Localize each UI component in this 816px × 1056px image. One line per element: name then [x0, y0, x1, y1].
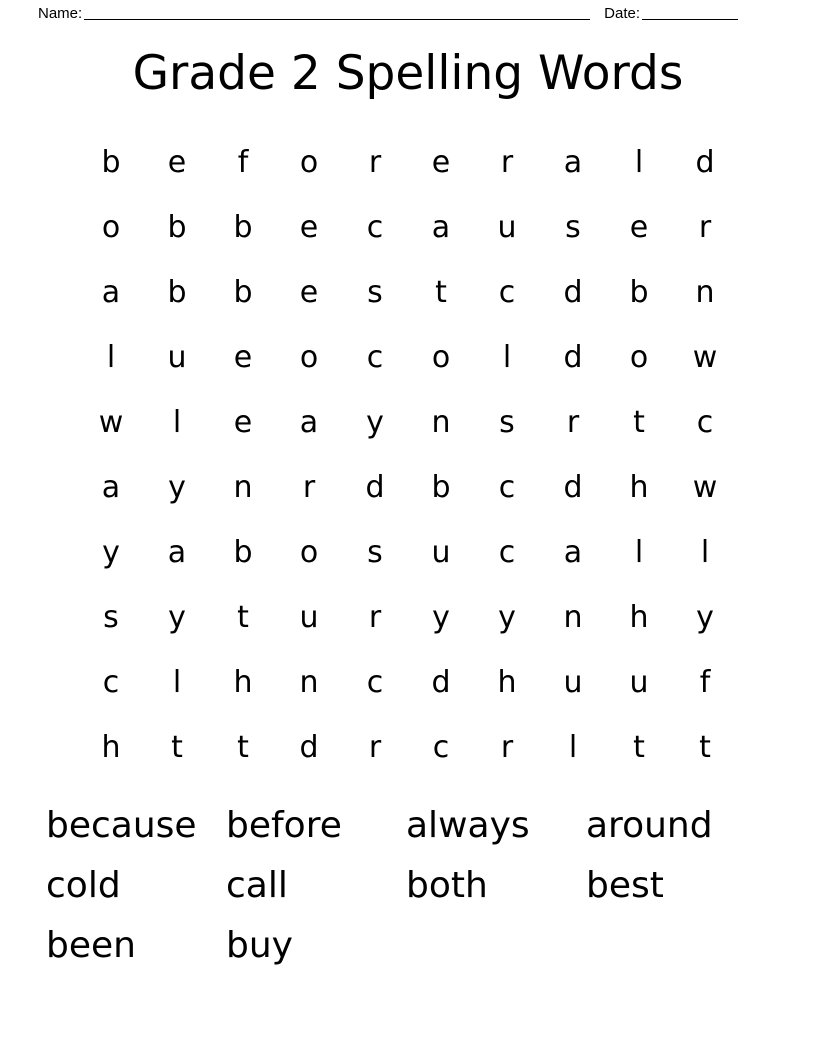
grid-cell[interactable]: c — [366, 339, 384, 375]
grid-cell[interactable]: b — [167, 274, 187, 310]
list-item[interactable]: because — [46, 805, 197, 846]
grid-cell[interactable]: e — [233, 339, 253, 375]
grid-cell[interactable]: b — [233, 534, 253, 570]
grid-cell[interactable]: o — [101, 209, 121, 245]
grid-cell[interactable]: l — [502, 339, 512, 375]
name-input-line[interactable] — [84, 6, 590, 20]
grid-cell[interactable]: u — [629, 664, 649, 700]
grid-cell[interactable]: h — [233, 664, 253, 700]
grid-cell[interactable]: o — [431, 339, 451, 375]
grid-cell[interactable]: n — [695, 274, 715, 310]
grid-cell[interactable]: b — [233, 209, 253, 245]
name-label: Name: — [38, 5, 83, 22]
grid-cell[interactable]: o — [299, 339, 319, 375]
grid-cell[interactable]: h — [101, 729, 121, 765]
grid-cell[interactable]: y — [168, 469, 186, 505]
grid-cell[interactable]: t — [237, 599, 249, 635]
grid-cell[interactable]: a — [431, 209, 451, 245]
grid-cell[interactable]: a — [101, 274, 121, 310]
grid-cell[interactable]: l — [634, 144, 644, 180]
list-item[interactable]: buy — [226, 925, 293, 966]
grid-cell[interactable]: r — [368, 729, 382, 765]
grid-cell[interactable]: b — [101, 144, 121, 180]
list-item[interactable]: before — [226, 805, 342, 846]
grid-cell[interactable]: r — [698, 209, 712, 245]
grid-cell[interactable]: w — [692, 339, 718, 375]
grid-cell[interactable]: l — [172, 404, 182, 440]
grid-cell[interactable]: b — [629, 274, 649, 310]
grid-cell[interactable]: u — [431, 534, 451, 570]
grid-cell[interactable]: b — [431, 469, 451, 505]
grid-cell[interactable]: t — [633, 729, 645, 765]
grid-cell[interactable]: h — [629, 469, 649, 505]
grid-cell[interactable]: a — [299, 404, 319, 440]
grid-cell[interactable]: r — [368, 599, 382, 635]
grid-cell[interactable]: r — [500, 144, 514, 180]
grid-cell[interactable]: y — [102, 534, 120, 570]
grid-cell[interactable]: c — [498, 534, 516, 570]
grid-cell[interactable]: w — [98, 404, 124, 440]
list-item[interactable]: been — [46, 925, 136, 966]
word-list — [0, 796, 816, 976]
grid-cell[interactable]: y — [366, 404, 384, 440]
grid-cell[interactable]: u — [563, 664, 583, 700]
list-item[interactable]: cold — [46, 865, 121, 906]
grid-cell[interactable]: d — [563, 274, 583, 310]
name-date-row — [0, 0, 816, 22]
grid-cell[interactable]: e — [629, 209, 649, 245]
grid-cell[interactable]: n — [299, 664, 319, 700]
grid-cell[interactable]: s — [565, 209, 581, 245]
grid-cell[interactable]: h — [629, 599, 649, 635]
grid-cell[interactable]: t — [171, 729, 183, 765]
grid-cell[interactable]: y — [432, 599, 450, 635]
grid-cell[interactable]: d — [563, 469, 583, 505]
grid-cell[interactable]: s — [367, 274, 383, 310]
grid-cell[interactable]: a — [101, 469, 121, 505]
grid-cell[interactable]: r — [500, 729, 514, 765]
grid-cell[interactable]: a — [167, 534, 187, 570]
grid-cell[interactable]: e — [167, 144, 187, 180]
grid-cell[interactable]: o — [629, 339, 649, 375]
grid-cell[interactable]: c — [498, 274, 516, 310]
grid-cell[interactable]: d — [365, 469, 385, 505]
grid-cell[interactable]: s — [103, 599, 119, 635]
grid-cell[interactable]: c — [366, 664, 384, 700]
grid-cell[interactable]: a — [563, 144, 583, 180]
grid-cell[interactable]: e — [299, 209, 319, 245]
page-title: Grade 2 Spelling Words — [132, 46, 684, 101]
grid-cell[interactable]: n — [431, 404, 451, 440]
grid-cell[interactable]: u — [299, 599, 319, 635]
list-item[interactable]: both — [406, 865, 488, 906]
grid-cell[interactable]: u — [167, 339, 187, 375]
list-item[interactable]: call — [226, 865, 288, 906]
grid-cell[interactable]: e — [431, 144, 451, 180]
grid-cell[interactable]: y — [168, 599, 186, 635]
grid-cell[interactable]: t — [237, 729, 249, 765]
grid-cell[interactable]: l — [172, 664, 182, 700]
grid-cell[interactable]: d — [431, 664, 451, 700]
grid-cell[interactable]: a — [563, 534, 583, 570]
grid-cell[interactable]: l — [568, 729, 578, 765]
grid-cell[interactable]: o — [299, 144, 319, 180]
grid-cell[interactable]: l — [634, 534, 644, 570]
grid-cell[interactable]: c — [366, 209, 384, 245]
date-input-line[interactable] — [642, 6, 738, 20]
date-label: Date: — [604, 5, 640, 22]
grid-cell[interactable]: e — [233, 404, 253, 440]
grid-cell[interactable]: c — [102, 664, 120, 700]
grid-cell[interactable]: l — [700, 534, 710, 570]
grid-cell[interactable]: d — [695, 144, 715, 180]
grid-cell[interactable]: s — [499, 404, 515, 440]
grid-cell[interactable]: f — [699, 664, 711, 700]
grid-cell[interactable]: b — [233, 274, 253, 310]
grid-cell[interactable]: n — [233, 469, 253, 505]
grid-cell[interactable]: t — [633, 404, 645, 440]
grid-cell[interactable]: l — [106, 339, 116, 375]
grid-cell[interactable]: t — [435, 274, 447, 310]
grid-cell[interactable]: w — [692, 469, 718, 505]
grid-cell[interactable]: c — [432, 729, 450, 765]
list-item[interactable]: best — [586, 865, 664, 906]
grid-cell[interactable]: e — [299, 274, 319, 310]
grid-cell[interactable]: r — [368, 144, 382, 180]
grid-cell[interactable]: r — [302, 469, 316, 505]
grid-cell[interactable]: o — [299, 534, 319, 570]
grid-cell[interactable]: r — [566, 404, 580, 440]
grid-cell[interactable]: h — [497, 664, 517, 700]
grid-cell[interactable]: y — [498, 599, 516, 635]
word-search-grid[interactable] — [78, 130, 738, 780]
grid-cell[interactable]: s — [367, 534, 383, 570]
grid-cell[interactable]: t — [699, 729, 711, 765]
grid-cell[interactable]: u — [497, 209, 517, 245]
grid-cell[interactable]: d — [299, 729, 319, 765]
grid-cell[interactable]: b — [167, 209, 187, 245]
grid-cell[interactable]: n — [563, 599, 583, 635]
list-item[interactable]: always — [406, 805, 530, 846]
grid-cell[interactable]: d — [563, 339, 583, 375]
grid-cell[interactable]: c — [696, 404, 714, 440]
grid-cell[interactable]: c — [498, 469, 516, 505]
grid-cell[interactable]: y — [696, 599, 714, 635]
grid-cell[interactable]: f — [237, 144, 249, 180]
list-item[interactable]: around — [586, 805, 713, 846]
